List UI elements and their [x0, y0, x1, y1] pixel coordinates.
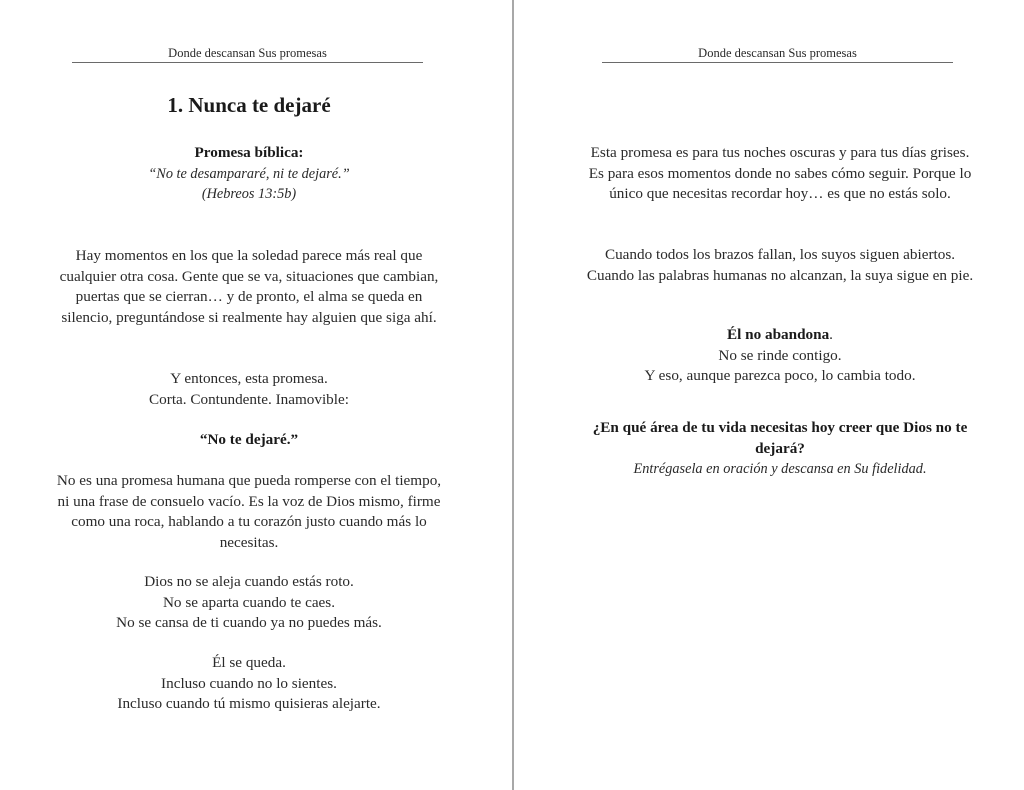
paragraph-line: Incluso cuando no lo sientes. — [161, 674, 337, 692]
paragraph-line: Corta. Contundente. Inamovible: — [149, 390, 349, 408]
bold-statement: Él no abandona — [727, 326, 830, 343]
chapter-title: 1. Nunca te dejaré — [167, 93, 331, 117]
paragraph-line: Incluso cuando tú mismo quisieras alejarte. — [117, 695, 381, 712]
left-page-content — [52, 0, 446, 790]
emphasis-quote-text: “No te dejaré.” — [199, 431, 299, 448]
paragraph-text: No es una promesa humana que pueda romperse con el tiempo, ni una frase de consuelo vacío. Es la voz de Dios mismo, firme como una roca, hablando a tu corazón justo cuando más lo necesitas. — [56, 472, 442, 551]
promise-label: Promesa bíblica: — [194, 144, 304, 161]
bold-statement-period: . — [829, 326, 833, 343]
right-page — [514, 0, 1024, 790]
paragraph-4 — [52, 572, 446, 634]
promise-quote: “No te desampararé, ni te dejaré.” — [148, 165, 350, 182]
emphasis-quote — [52, 430, 446, 451]
paragraph-2 — [52, 369, 446, 410]
promise-block — [52, 143, 446, 205]
right-page-content — [584, 0, 976, 790]
paragraph-1 — [52, 246, 446, 328]
paragraph-2 — [584, 245, 976, 286]
paragraph-5 — [52, 653, 446, 715]
paragraph-line: No se cansa de ti cuando ya no puedes más. — [116, 614, 382, 631]
running-header: Donde descansan Sus promesas — [72, 45, 423, 63]
paragraph-text: Esta promesa es para tus noches oscuras y para tus días grises. Es para esos momentos donde no sabes cómo seguir. Porque lo único que necesitas recordar hoy… es que no estás solo. — [588, 144, 972, 202]
paragraph-line: No se rinde contigo. — [718, 346, 842, 364]
promise-reference: (Hebreos 13:5b) — [201, 186, 297, 202]
reflection-instruction: Entrégasela en oración y descansa en Su fidelidad. — [633, 461, 927, 477]
paragraph-line: Y eso, aunque parezca poco, lo cambia todo. — [644, 367, 916, 384]
paragraph-3 — [584, 325, 976, 387]
paragraph-1 — [584, 143, 976, 205]
paragraph-line: No se aparta cuando te caes. — [162, 593, 336, 611]
paragraph-3 — [52, 471, 446, 553]
paragraph-line: Y entonces, esta promesa. — [170, 370, 328, 387]
running-header: Donde descansan Sus promesas — [602, 45, 953, 63]
reflection-question: ¿En qué área de tu vida necesitas hoy creer que Dios no te dejará? — [592, 419, 968, 457]
paragraph-line: Dios no se aleja cuando estás roto. — [144, 573, 354, 590]
reflection-block — [584, 418, 976, 480]
paragraph-line: Él se queda. — [212, 654, 286, 671]
paragraph-text: Cuando todos los brazos fallan, los suyos siguen abiertos. Cuando las palabras humanas no alcanzan, la suya sigue en pie. — [586, 246, 974, 284]
paragraph-text: Hay momentos en los que la soledad parece más real que cualquier otra cosa. Gente que se va, situaciones que cambian, puertas que se cierran… y de pronto, el alma se queda en silencio, preguntándose si realmente hay alguien que siga ahí. — [59, 247, 439, 326]
